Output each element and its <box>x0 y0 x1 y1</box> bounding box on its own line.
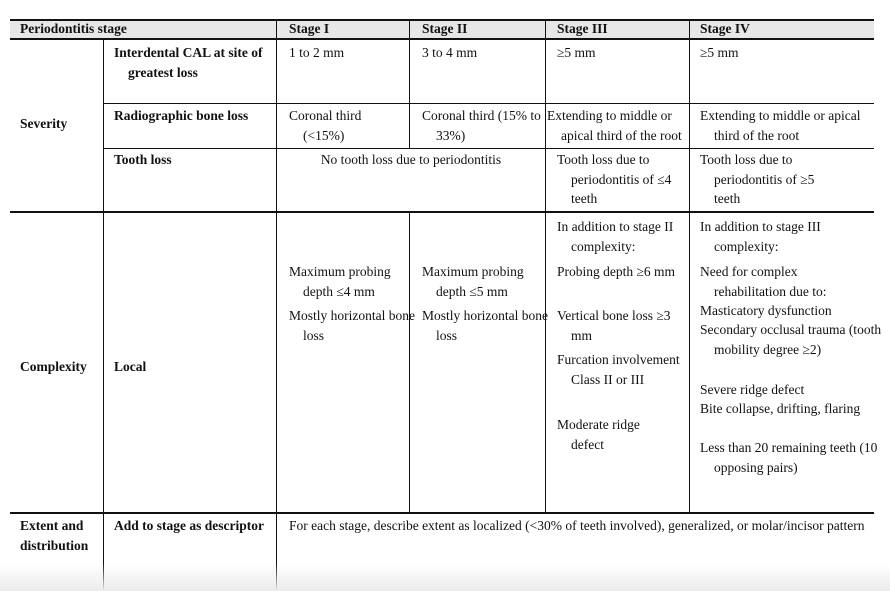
rule-v-label <box>103 39 104 591</box>
complexity-stage-4-bite-collapse: Bite collapse, drifting, flaring <box>700 401 861 416</box>
complexity-stage-3-probing: Probing depth ≥6 mm <box>557 264 676 279</box>
complexity-stage-2-bone-loss: Mostly horizontal bone loss <box>422 308 548 343</box>
cal-stage-2: 3 to 4 mm <box>422 45 478 60</box>
rule-bone-bottom <box>103 148 874 149</box>
bone-loss-stage-2: Coronal third (15% to 33%) <box>422 108 541 143</box>
complexity-stage-4-ridge-defect: Severe ridge defect <box>700 382 805 397</box>
cal-stage-3: ≥5 mm <box>557 45 596 60</box>
complexity-stage-4-rehabilitation: Need for complex rehabilitation due to: <box>700 264 827 299</box>
bone-loss-label: Radiographic bone loss <box>114 108 249 123</box>
page-bottom-shade <box>0 563 890 591</box>
header-stage-2: Stage II <box>422 21 468 36</box>
header-stage-1: Stage I <box>289 21 330 36</box>
header-stage-column: Periodontitis stage <box>20 21 127 36</box>
rule-complexity-bottom <box>10 512 874 514</box>
header-stage-4: Stage IV <box>700 21 750 36</box>
complexity-stage-2-probing: Maximum probing depth ≤5 mm <box>422 264 524 299</box>
bone-loss-stage-4: Extending to middle or apical third of the root <box>700 108 861 143</box>
bone-loss-stage-3: Extending to middle or apical third of the root <box>547 108 682 143</box>
complexity-stage-1-probing: Maximum probing depth ≤4 mm <box>289 264 391 299</box>
cal-label: Interdental CAL at site of greatest loss <box>114 45 263 80</box>
rule-v-stage2-a <box>409 39 410 148</box>
cal-stage-4: ≥5 mm <box>700 45 739 60</box>
bone-loss-stage-1: Coronal third (<15%) <box>289 108 362 143</box>
extent-descriptor-label: Add to stage as descriptor <box>114 518 264 533</box>
tooth-loss-stage-4: Tooth loss due to periodontitis of ≥5 teeth <box>700 152 815 206</box>
complexity-stage-3-vertical-bone-loss: Vertical bone loss ≥3 mm <box>557 308 671 343</box>
tooth-loss-label: Tooth loss <box>114 152 172 167</box>
tooth-loss-stage-1-2: No tooth loss due to periodontitis <box>320 152 502 167</box>
extent-description: For each stage, describe extent as localized (<30% of teeth involved), generalized, or molar/incisor pattern <box>289 518 865 533</box>
complexity-stage-4-remaining-teeth: Less than 20 remaining teeth (10 opposing pairs) <box>700 440 878 475</box>
header-stage-3: Stage III <box>557 21 608 36</box>
rule-v-stage2-b <box>409 212 410 513</box>
complexity-local-label: Local <box>114 359 147 374</box>
complexity-stage-3-furcation: Furcation involvement Class II or III <box>557 352 680 387</box>
complexity-stage-3-ridge-defect: Moderate ridge defect <box>557 417 640 452</box>
rule-cal-bottom <box>103 103 874 104</box>
complexity-stage-4-masticatory: Masticatory dysfunction <box>700 303 832 318</box>
complexity-stage-4-occlusal-trauma: Secondary occlusal trauma (tooth mobility degree ≥2) <box>700 322 882 357</box>
complexity-label: Complexity <box>20 359 87 374</box>
complexity-stage-4-intro: In addition to stage III complexity: <box>700 219 821 254</box>
complexity-stage-3-intro: In addition to stage II complexity: <box>557 219 674 254</box>
rule-severity-bottom <box>10 211 874 213</box>
cal-stage-1: 1 to 2 mm <box>289 45 345 60</box>
complexity-stage-1-bone-loss: Mostly horizontal bone loss <box>289 308 415 343</box>
extent-label: Extent and distribution <box>20 518 89 553</box>
tooth-loss-stage-3: Tooth loss due to periodontitis of ≤4 teeth <box>557 152 672 206</box>
severity-label: Severity <box>20 116 68 131</box>
rule-v-stage2-head <box>409 20 410 39</box>
